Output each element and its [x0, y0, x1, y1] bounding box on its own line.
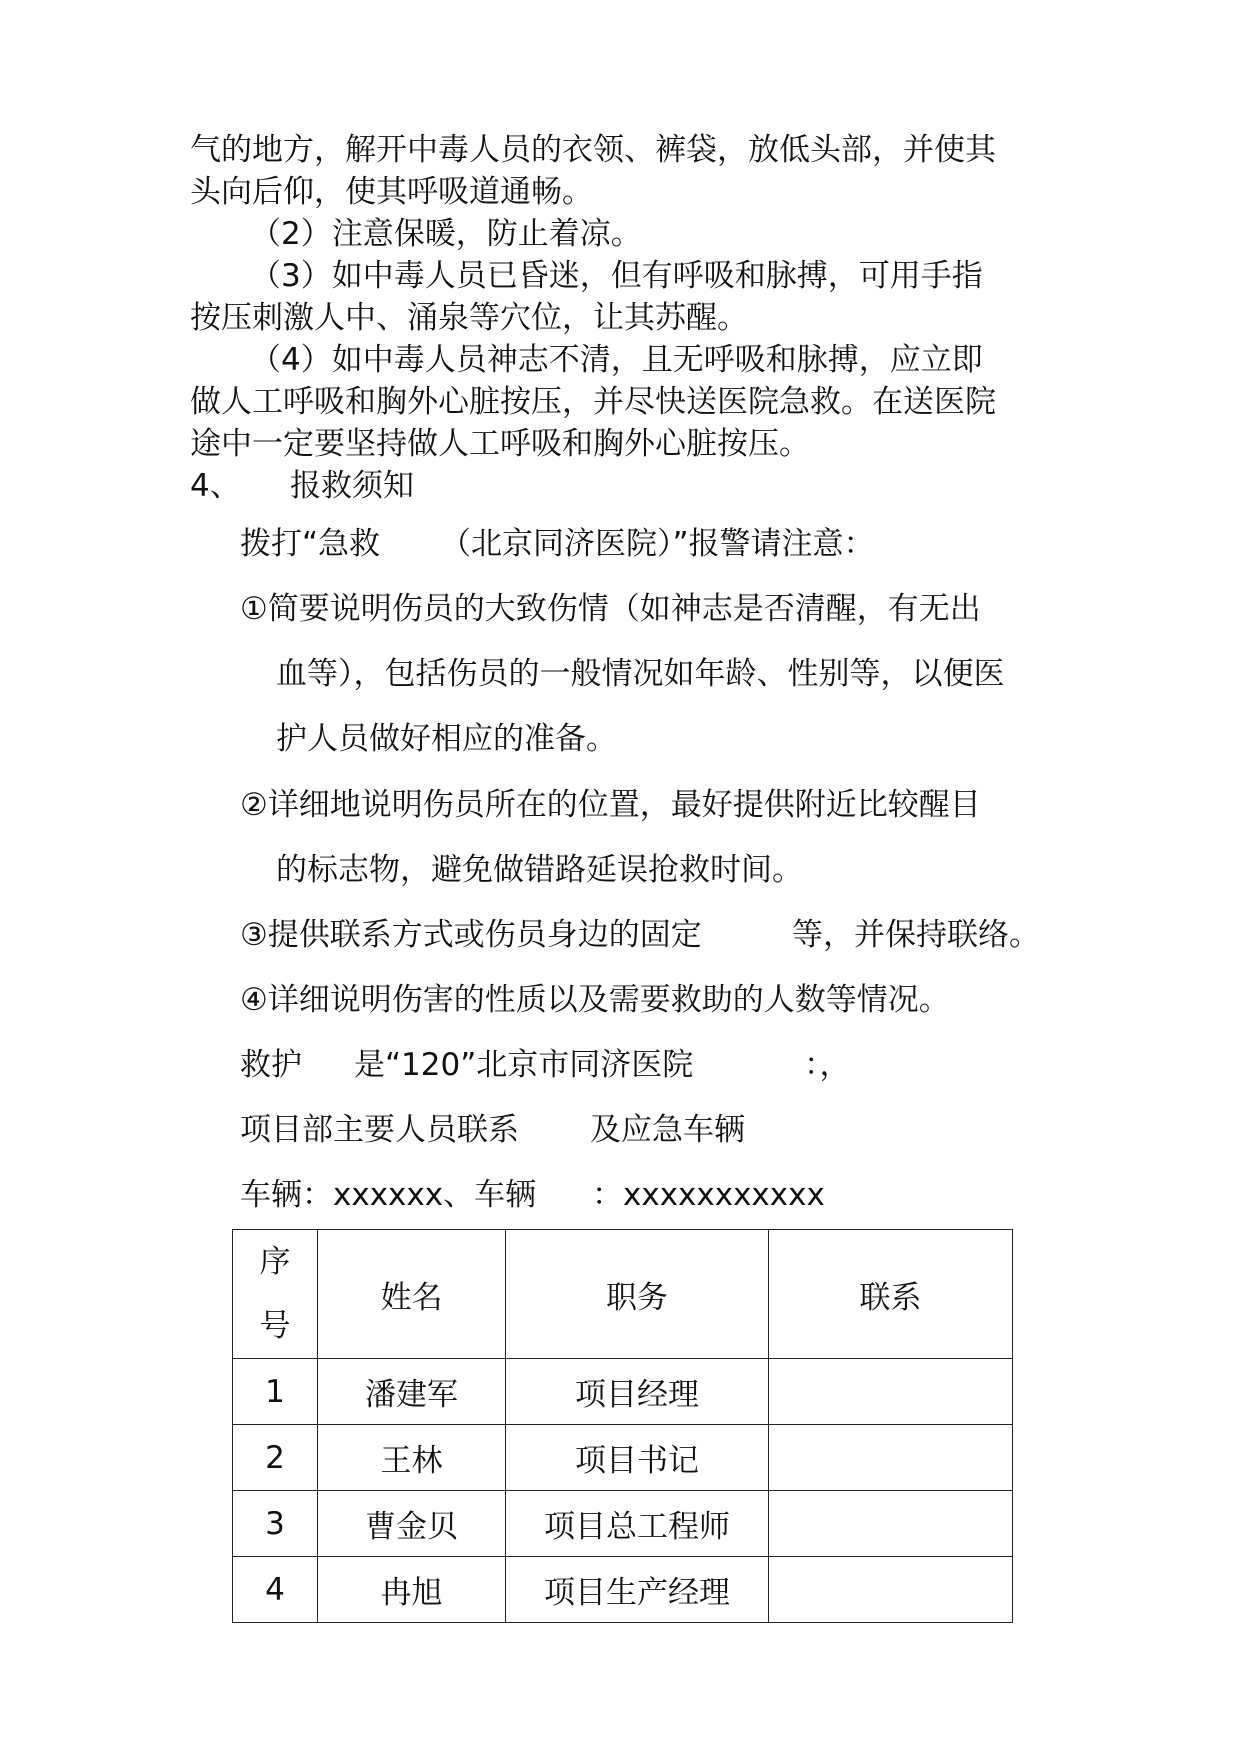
cell-no: 4	[233, 1557, 318, 1623]
section-number: 4、	[190, 468, 241, 504]
list-item: 护人员做好相应的准备。	[276, 721, 617, 757]
list-item: ②详细地说明伤员所在的位置，最好提供附近比较醒目	[240, 787, 981, 823]
cell-name: 王林	[318, 1425, 506, 1491]
cell-contact	[769, 1557, 1013, 1623]
call-line-end: （北京同济医院）”报警请注意：	[440, 526, 875, 562]
cell-contact	[769, 1425, 1013, 1491]
list-item: ④详细说明伤害的性质以及需要救助的人数等情况。	[240, 982, 950, 1018]
cell-no: 3	[233, 1491, 318, 1557]
paragraph-line: （3）如中毒人员已昏迷，但有呼吸和脉搏，可用手指	[250, 258, 983, 294]
header-seq-bottom: 号	[259, 1308, 291, 1344]
table-row	[233, 1359, 1013, 1425]
rescue-line-middle: 是“120”北京市同济医院	[354, 1047, 694, 1083]
cell-role: 项目生产经理	[506, 1557, 769, 1623]
header-contact: 联系	[769, 1230, 1013, 1359]
cell-contact	[769, 1491, 1013, 1557]
list-item: ①简要说明伤员的大致伤情（如神志是否清醒，有无出	[240, 591, 981, 627]
list-item: ③提供联系方式或伤员身边的固定	[240, 917, 702, 953]
cell-no: 1	[233, 1359, 318, 1425]
paragraph-line: 气的地方，解开中毒人员的衣领、裤袋，放低头部，并使其	[190, 132, 996, 168]
rescue-line-end: ：，	[804, 1047, 851, 1083]
table-header-row	[233, 1230, 1013, 1359]
cell-contact	[769, 1359, 1013, 1425]
paragraph-line: 做人工呼吸和胸外心脏按压，并尽快送医院急救。在送医院	[190, 384, 996, 420]
table-row	[233, 1491, 1013, 1557]
paragraph-line: （2）注意保暖，防止着凉。	[250, 216, 642, 252]
contact-table	[232, 1229, 1013, 1623]
paragraph-line: （4）如中毒人员神志不清，且无呼吸和脉搏，应立即	[250, 342, 983, 378]
contact-line-start: 项目部主要人员联系	[240, 1112, 519, 1148]
cell-role: 项目经理	[506, 1359, 769, 1425]
cell-role: 项目总工程师	[506, 1491, 769, 1557]
paragraph-line: 头向后仰，使其呼吸道通畅。	[190, 174, 593, 210]
table-row	[233, 1557, 1013, 1623]
cell-name: 冉旭	[318, 1557, 506, 1623]
paragraph-line: 途中一定要坚持做人工呼吸和胸外心脏按压。	[190, 426, 810, 462]
vehicle-line-end: ：xxxxxxxxxxx	[592, 1177, 825, 1213]
cell-role: 项目书记	[506, 1425, 769, 1491]
section-title: 报救须知	[290, 468, 414, 504]
cell-name: 曹金贝	[318, 1491, 506, 1557]
header-seq	[233, 1230, 318, 1359]
cell-name: 潘建军	[318, 1359, 506, 1425]
cell-no: 2	[233, 1425, 318, 1491]
header-role: 职务	[506, 1230, 769, 1359]
header-name: 姓名	[318, 1230, 506, 1359]
list-item: 血等），包括伤员的一般情况如年龄、性别等，以便医	[276, 656, 1005, 692]
header-seq-top: 序	[259, 1244, 291, 1280]
list-item: 等，并保持联络。	[792, 917, 1040, 953]
paragraph-line: 按压刺激人中、涌泉等穴位，让其苏醒。	[190, 300, 748, 336]
rescue-line-start: 救护	[240, 1047, 302, 1083]
contact-line-end: 及应急车辆	[590, 1112, 745, 1148]
table-row	[233, 1425, 1013, 1491]
vehicle-line-start: 车辆：xxxxxx、车辆	[240, 1177, 537, 1213]
call-line-start: 拨打“急救	[240, 526, 381, 562]
list-item: 的标志物，避免做错路延误抢救时间。	[276, 852, 803, 888]
